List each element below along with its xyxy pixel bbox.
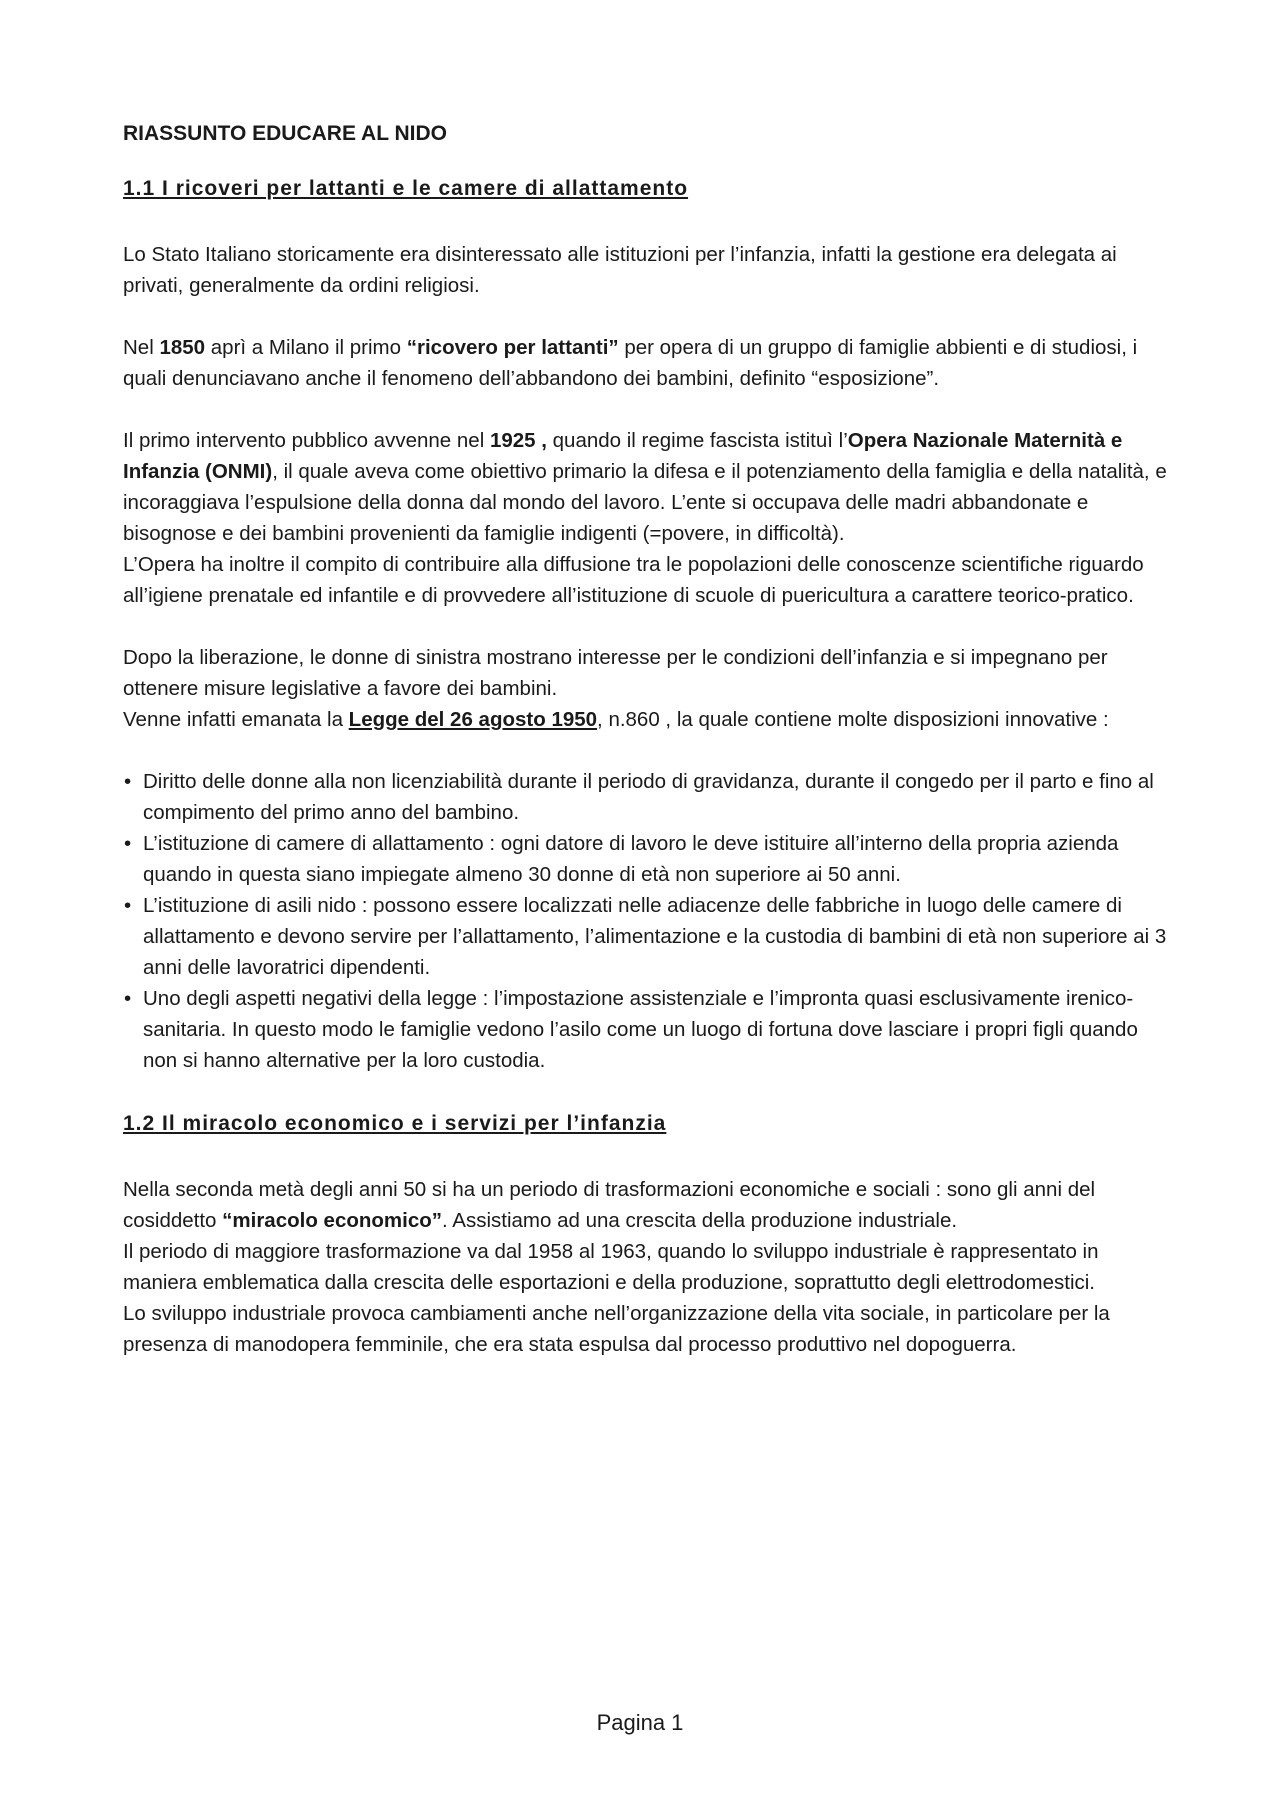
- section-1-paragraph-5: Dopo la liberazione, le donne di sinistra mostrano interesse per le condizioni dell’infanzia e si impegnano per ottenere misure legislative a favore dei bambini.: [123, 646, 1108, 700]
- law-provisions-list: [123, 766, 1173, 1076]
- section-1-paragraph-2: Nel 1850 aprì a Milano il primo “ricovero per lattanti” per opera di un gruppo di famiglie abbienti e di studiosi, i quali denunciavano anche il fenomeno dell’abbandono dei bambini, definito “esposizione”.: [123, 336, 1138, 390]
- page-number: Pagina 1: [596, 1710, 684, 1735]
- list-item: • L’istituzione di asili nido : possono essere localizzati nelle adiacenze delle fabbriche in luogo delle camere di allattamento e devono servire per l’allattamento, l’alimentazione e la custodia di bambini di età non superiore ai 3 anni delle lavoratrici dipendenti.: [123, 890, 1173, 983]
- list-item: • Uno degli aspetti negativi della legge : l’impostazione assistenziale e l’impronta quasi esclusivamente irenico-sanitaria. In questo modo le famiglie vedono l’asilo come un luogo di fortuna dove lasciare i propri figli quando non si hanno alternative per la loro custodia.: [123, 983, 1173, 1076]
- document-title: RIASSUNTO EDUCARE AL NIDO: [123, 122, 447, 145]
- bullet-icon: •: [124, 894, 132, 917]
- bullet-icon: •: [124, 832, 132, 855]
- document-page: [123, 120, 1173, 1360]
- section-1-paragraph-1: Lo Stato Italiano storicamente era disinteressato alle istituzioni per l’infanzia, infatti la gestione era delegata ai privati, generalmente da ordini religiosi.: [123, 243, 1117, 297]
- list-item: • L’istituzione di camere di allattamento : ogni datore di lavoro le deve istituire all’interno della propria azienda quando in questa siano impiegate almeno 30 donne di età non superiore ai 50 anni.: [123, 828, 1173, 890]
- section-1-paragraph-3: Il primo intervento pubblico avvenne nel 1925 , quando il regime fascista istituì l’Opera Nazionale Maternità e Infanzia (ONMI), il quale aveva come obiettivo primario la difesa e il potenziamento della famiglia e della natalità, e incoraggiava l’espulsione della donna dal mondo del lavoro. L’ente si occupava delle madri abbandonate e bisognose e dei bambini provenienti da famiglie indigenti (=povere, in difficoltà).: [123, 429, 1167, 545]
- section-2-paragraph-1: Nella seconda metà degli anni 50 si ha un periodo di trasformazioni economiche e sociali : sono gli anni del cosiddetto “miracolo economico”. Assistiamo ad una crescita della produzione industriale.: [123, 1178, 1096, 1232]
- bullet-icon: •: [124, 987, 132, 1010]
- section-1-title: 1.1 I ricoveri per lattanti e le camere di allattamento: [123, 177, 689, 200]
- section-1-paragraph-6: Venne infatti emanata la Legge del 26 agosto 1950, n.860 , la quale contiene molte disposizioni innovative :: [123, 708, 1109, 731]
- section-1-paragraph-4: L’Opera ha inoltre il compito di contribuire alla diffusione tra le popolazioni delle conoscenze scientifiche riguardo all’igiene prenatale ed infantile e di provvedere all’istituzione di scuole di puericultura a carattere teorico-pratico.: [123, 553, 1144, 607]
- bullet-icon: •: [124, 770, 132, 793]
- section-2-paragraph-3: Lo sviluppo industriale provoca cambiamenti anche nell’organizzazione della vita sociale, in particolare per la presenza di manodopera femminile, che era stata espulsa dal processo produttivo nel dopoguerra.: [123, 1302, 1110, 1356]
- list-item: • Diritto delle donne alla non licenziabilità durante il periodo di gravidanza, durante il congedo per il parto e fino al compimento del primo anno del bambino.: [123, 766, 1173, 828]
- section-2-title: 1.2 Il miracolo economico e i servizi per l’infanzia: [123, 1112, 667, 1135]
- law-reference: Legge del 26 agosto 1950: [348, 708, 598, 731]
- section-2-paragraph-2: Il periodo di maggiore trasformazione va dal 1958 al 1963, quando lo sviluppo industriale è rappresentato in maniera emblematica dalla crescita delle esportazioni e della produzione, soprattutto degli elettrodomestici.: [123, 1240, 1099, 1294]
